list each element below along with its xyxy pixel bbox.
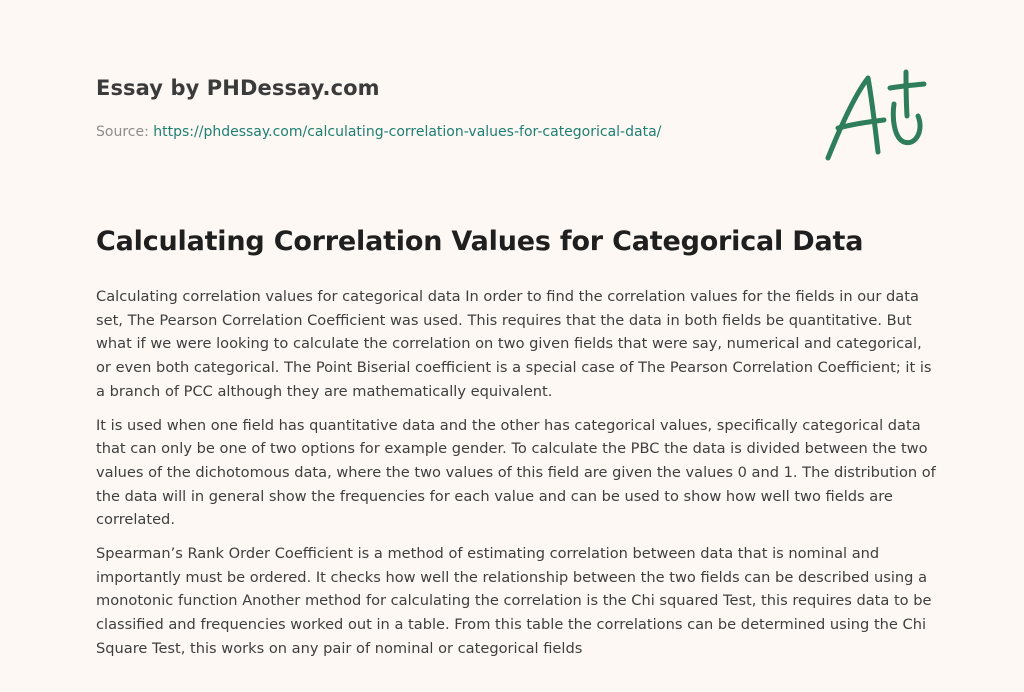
source-line	[96, 124, 661, 140]
source-link[interactable]: https://phdessay.com/calculating-correlation-values-for-categorical-data/	[153, 124, 662, 140]
paragraph-1: Calculating correlation values for categorical data In order to find the correlation values for the fields in our data set, The Pearson Correlation Coefficient was used. This requires that the data in both fields be quantitative. But what if we were looking to calculate the correlation on two given fields that were say, numerical and categorical, or even both categorical. The Point Biserial coefficient is a special case of The Pearson Correlation Coefficient; it is a branch of PCC although they are mathematically equivalent.	[96, 288, 932, 400]
essay-body	[96, 285, 936, 671]
essay-title: Calculating Correlation Values for Categorical Data	[96, 226, 864, 257]
a-plus-logo-icon	[820, 66, 930, 166]
source-label: Source:	[96, 124, 154, 140]
paragraph-2: It is used when one field has quantitative data and the other has categorical values, specifically categorical data that can only be one of two options for example gender. To calculate the PBC the data is divided between the two values of the dichotomous data, where the two values of this field are given the values 0 and 1. The distribution of the data will in general show the frequencies for each value and can be used to show how well two fields are correlated.	[96, 416, 936, 529]
site-title: Essay by PHDessay.com	[96, 76, 380, 100]
paragraph-3: Spearman’s Rank Order Coefficient is a method of estimating correlation between data that is nominal and importantly must be ordered. It checks how well the relationship between the two fields can be described using a monotonic function Another method for calculating the correlation is the Chi squared Test, this requires data to be classified and frequencies worked out in a table. From this table the correlations can be determined using the Chi Square Test, this works on any pair of nominal or categorical fields	[96, 545, 932, 657]
